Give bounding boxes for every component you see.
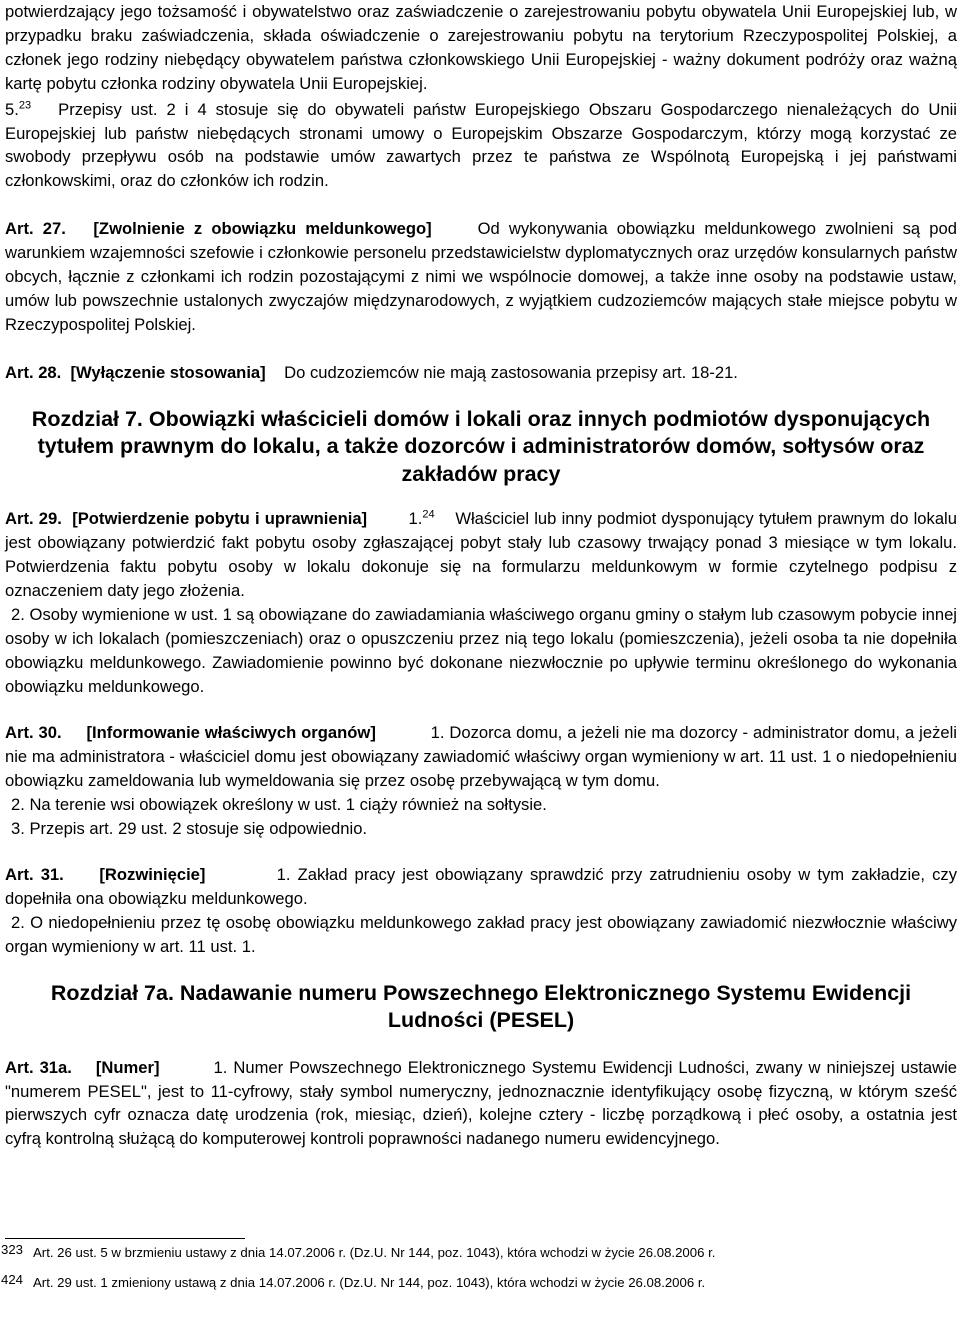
footnote-ref[interactable]: 23 <box>18 99 32 112</box>
article-29-p2-text: 2. Osoby wymienione w ust. 1 są obowiązane do zawiadamiania właściwego organu gminy o stałym lub czasowym pobycie innej osoby w ich lokalach (pomieszczeniach) oraz o opuszczeniu przez nią tego lokalu (pomieszczenia), jeżeli osoba ta nie dopełniła obowiązku meldunkowego. Zawiadomienie powinno być dokonane niezwłocznie po upływie terminu określonego do wykonania obowiązku meldunkowego. <box>5 604 957 696</box>
footnote <box>1 1272 957 1291</box>
article-30-p2 <box>5 793 957 817</box>
footnote-number: 323 <box>1 1242 24 1257</box>
article-27-text: Od wykonywania obowiązku meldunkowego zwolnieni są pod warunkiem wzajemności szefowie i członkowie personelu przedstawicielstw dyplomatycznych oraz urzędów konsularnych państw obcych, łącznie z członkami ich rodzin pozostającymi z nimi we wspólnocie domowej, a także inne osoby na podstawie ustaw, umów lub powszechnie ustalonych zwyczajów międzynarodowych, z wyjątkiem cudzoziemców mających stałe miejsce pobytu w Rzeczypospolitej Polskiej. <box>5 219 957 334</box>
chapter-7-title: Rozdział 7. Obowiązki właścicieli domów i lokali oraz innych podmiotów dysponujących tytułem prawnym do lokalu, a także dozorców i administratorów domów, sołtysów oraz zakładów pracy <box>31 406 931 486</box>
article-30-p2-text: 2. Na terenie wsi obowiązek określony w ust. 1 ciąży również na sołtysie. <box>11 795 547 815</box>
article-29 <box>5 507 957 603</box>
article-27-heading: Art. 27. <box>5 219 66 239</box>
article-28-title: [Wyłączenie stosowania] <box>70 362 266 382</box>
article-31-p1-text: 1. Zakład pracy jest obowiązany sprawdzić przy zatrudnieniu osoby w tym zakładzie, czy dopełniła ona obowiązku meldunkowego. <box>5 864 958 908</box>
article-28 <box>5 361 957 385</box>
article-29-p2 <box>5 603 957 699</box>
footnote-ref[interactable]: 24 <box>422 508 435 521</box>
footnote-number: 424 <box>1 1272 24 1287</box>
article-31a-heading: Art. 31a. <box>5 1057 72 1077</box>
article-30-p3-text: 3. Przepis art. 29 ust. 2 stosuje się odpowiednio. <box>11 819 368 839</box>
article-29-p1-text: Właściciel lub inny podmiot dysponujący tytułem prawnym do lokalu jest obowiązany potwierdzić fakt pobytu osoby zgłaszającej pobyt stały lub czasowy trwający ponad 3 miesiące w tym lokalu. Potwierdzenia faktu pobytu osoby w lokalu dokonuje się na formularzu meldunkowym w formie czytelnego podpisu z oznaczeniem daty jego złożenia. <box>5 509 957 600</box>
paragraph-number: 1. <box>408 509 423 529</box>
footnote-text: Art. 29 ust. 1 zmieniony ustawą z dnia 14.07.2006 r. (Dz.U. Nr 144, poz. 1043), która wchodzi w życie 26.08.2006 r. <box>33 1275 706 1290</box>
article-30-p3 <box>5 817 957 841</box>
footnote <box>1 1242 957 1261</box>
article-30-heading: Art. 30. <box>5 723 62 743</box>
article-31-heading: Art. 31. <box>5 864 64 884</box>
article-31 <box>5 863 957 911</box>
paragraph-number: 5. <box>5 99 19 119</box>
article-31-title: [Rozwinięcie] <box>99 864 206 884</box>
paragraph-intro <box>5 0 957 96</box>
article-29-title: [Potwierdzenie pobytu i uprawnienia] <box>72 509 368 529</box>
footnote-text: Art. 26 ust. 5 w brzmieniu ustawy z dnia 14.07.2006 r. (Dz.U. Nr 144, poz. 1043), która wchodzi w życie 26.08.2006 r. <box>33 1245 716 1260</box>
article-29-heading: Art. 29. <box>5 509 62 529</box>
document-page <box>5 0 957 1151</box>
article-31a <box>5 1056 957 1152</box>
article-31a-title: [Numer] <box>95 1057 160 1077</box>
article-27 <box>5 217 957 337</box>
article-28-text: Do cudzoziemców nie mają zastosowania przepisy art. 18-21. <box>284 362 738 382</box>
chapter-7a-title: Rozdział 7a. Nadawanie numeru Powszechnego Elektronicznego Systemu Ewidencji Ludności (PESEL) <box>50 980 912 1033</box>
article-30 <box>5 721 957 793</box>
paragraph-5-text: Przepisy ust. 2 i 4 stosuje się do obywateli państw Europejskiego Obszaru Gospodarczego nienależących do Unii Europejskiej lub państw niebędących stronami umowy o Europejskim Obszarze Gospodarczym, którzy mogą korzystać ze swobody przepływu osób na podstawie umów zawartych przez te państwa ze Wspólnotą Europejską i jej państwami członkowskimi, oraz do członków ich rodzin. <box>5 99 957 191</box>
article-30-title: [Informowanie właściwych organów] <box>86 723 376 743</box>
article-27-title: [Zwolnienie z obowiązku meldunkowego] <box>93 219 432 239</box>
article-31-p2-text: 2. O niedopełnieniu przez tę osobę obowiązku meldunkowego zakład pracy jest obowiązany zawiadomić niezwłocznie właściwy organ wymieniony w art. 11 ust. 1. <box>5 912 957 956</box>
article-30-p1-text: 1. Dozorca domu, a jeżeli nie ma dozorcy - administrator domu, a jeżeli nie ma administratora - właściciel domu jest obowiązany zawiadomić właściwy organ wymieniony w art. 11 ust. 1 o niedopełnieniu obowiązku zameldowania lub wymeldowania się przez osobę przebywającą w tym domu. <box>5 723 957 791</box>
article-31a-p1-text: 1. Numer Powszechnego Elektronicznego Systemu Ewidencji Ludności, zwany w niniejszej ustawie "numerem PESEL", jest to 11-cyfrowy, stały symbol numeryczny, jednoznacznie identyfikujący osobę fizyczną, w którym sześć pierwszych cyfr oznacza datę urodzenia (rok, miesiąc, dzień), kolejne cztery - liczbę porządkową i płeć osoby, a ostatnia jest cyfrą kontrolną służącą do komputerowej kontroli poprawności nadanego numeru ewidencyjnego. <box>5 1057 957 1149</box>
article-31-p2 <box>5 911 957 959</box>
paragraph-5 <box>5 98 957 194</box>
article-28-heading: Art. 28. <box>5 362 62 382</box>
footnotes-section <box>1 1238 957 1305</box>
intro-text: potwierdzający jego tożsamość i obywatelstwo oraz zaświadczenie o zarejestrowaniu pobytu obywatela Unii Europejskiej lub, w przypadku braku zaświadczenia, składa oświadczenie o zarejestrowaniu pobytu na terytorium Rzeczypospolitej Polskiej, a członek jego rodziny niebędący obywatelem państwa członkowskiego Unii Europejskiej - ważny dokument podróży oraz ważną kartę pobytu członka rodziny obywatela Unii Europejskiej. <box>5 2 957 93</box>
footnote-divider <box>5 1238 245 1239</box>
